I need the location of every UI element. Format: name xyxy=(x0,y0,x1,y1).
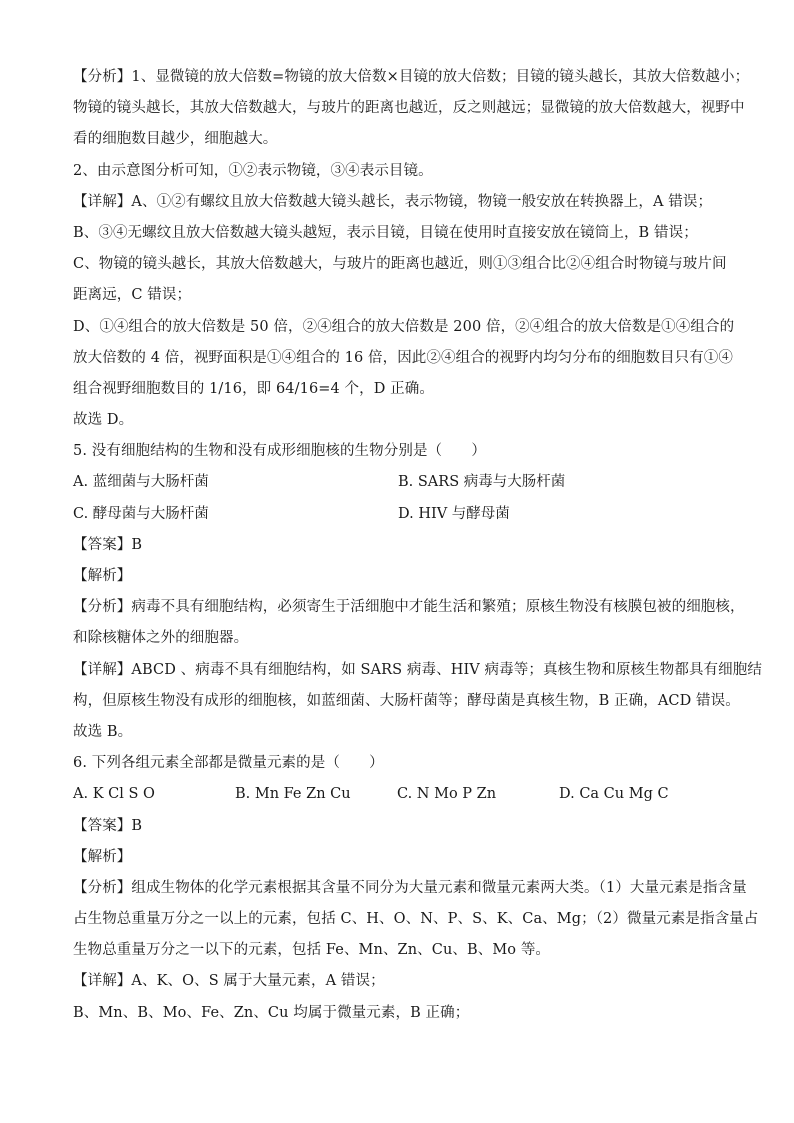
question-5-explain-line: 构，但原核生物没有成形的细胞核，如蓝细菌、大肠杆菌等；酵母菌是真核生物，B 正确，ACD 错误。 xyxy=(73,692,740,709)
text-line: 组合视野细胞数目的 1/16，即 64/16=4 个，D 正确。 xyxy=(73,380,434,397)
question-6-explain-line: 【详解】A、K、O、S 属于大量元素，A 错误； xyxy=(73,973,385,990)
text-line: 看的细胞数目越少，细胞越大。 xyxy=(73,131,278,148)
document-page xyxy=(73,62,762,1029)
question-5-explain-line: 故选 B。 xyxy=(73,723,133,740)
question-6-explain-line: 【分析】组成生物体的化学元素根据其含量不同分为大量元素和微量元素两大类。（1）大量元素是指含量 xyxy=(73,879,747,896)
question-5-options-row-2 xyxy=(73,499,723,530)
question-5-option-d: D. HIV 与酵母菌 xyxy=(398,505,510,522)
text-line: C、物镜的镜头越长，其放大倍数越大，与玻片的距离也越近，则①③组合比②④组合时物镜与玻片间 xyxy=(73,256,727,273)
text-line: 距离远，C 错误； xyxy=(73,287,192,304)
question-5-explain-line: 和除核糖体之外的细胞器。 xyxy=(73,630,249,647)
question-5-option-c: C. 酵母菌与大肠杆菌 xyxy=(73,505,209,522)
text-line: 放大倍数的 4 倍，视野面积是①④组合的 16 倍，因此②④组合的视野内均匀分布的细胞数目只有①④ xyxy=(73,349,734,366)
question-6-explain-line: B、Mn、B、Mo、Fe、Zn、Cu 均属于微量元素，B 正确； xyxy=(73,1004,470,1021)
question-5-analysis-label: 【解析】 xyxy=(73,568,132,584)
question-5-explain-line: 【分析】病毒不具有细胞结构，必须寄生于活细胞中才能生活和繁殖；原核生物没有核膜包被的细胞核， xyxy=(73,599,745,616)
text-line: 故选 D。 xyxy=(73,412,134,429)
question-5-explain-line: 【详解】ABCD 、病毒不具有细胞结构，如 SARS 病毒、HIV 病毒等；真核生物和原核生物都具有细胞结 xyxy=(73,661,762,678)
question-6-answer: 【答案】B xyxy=(73,817,143,834)
question-5-options-row-1 xyxy=(73,467,723,498)
question-5-stem: 5. 没有细胞结构的生物和没有成形细胞核的生物分别是（ ） xyxy=(73,443,486,460)
question-6-explain-line: 占生物总重量万分之一以上的元素，包括 C、H、O、N、P、S、K、Ca、Mg；（2）微量元素是指含量占 xyxy=(73,911,759,928)
question-6-option-b: B. Mn Fe Zn Cu xyxy=(235,786,351,803)
question-6-stem: 6. 下列各组元素全部都是微量元素的是（ ） xyxy=(73,755,384,772)
question-5-answer: 【答案】B xyxy=(73,536,143,553)
text-line: D、①④组合的放大倍数是 50 倍，②④组合的放大倍数是 200 倍，②④组合的放大倍数是①④组合的 xyxy=(73,318,735,335)
question-5-option-b: B. SARS 病毒与大肠杆菌 xyxy=(398,474,566,491)
question-6-options-row xyxy=(73,779,723,810)
text-line: 2、由示意图分析可知，①②表示物镜，③④表示目镜。 xyxy=(73,162,433,179)
text-line: 【详解】A、①②有螺纹且放大倍数越大镜头越长，表示物镜，物镜一般安放在转换器上，A 错误； xyxy=(73,193,713,210)
text-line: B、③④无螺纹且放大倍数越大镜头越短，表示目镜，目镜在使用时直接安放在镜筒上，B 错误； xyxy=(73,224,698,241)
question-5-option-a: A. 蓝细菌与大肠杆菌 xyxy=(73,474,209,491)
question-6-option-d: D. Ca Cu Mg C xyxy=(559,786,669,803)
question-6-option-c: C. N Mo P Zn xyxy=(397,786,497,803)
text-line: 物镜的镜头越长，其放大倍数越大，与玻片的距离也越近，反之则越远；显微镜的放大倍数越大，视野中 xyxy=(73,100,745,117)
text-line: 【分析】1、显微镜的放大倍数=物镜的放大倍数×目镜的放大倍数；目镜的镜头越长，其放大倍数越小； xyxy=(73,69,750,85)
question-6-analysis-label: 【解析】 xyxy=(73,848,132,865)
question-6-option-a: A. K Cl S O xyxy=(73,786,155,803)
question-6-explain-line: 生物总重量万分之一以下的元素，包括 Fe、Mn、Zn、Cu、B、Mo 等。 xyxy=(73,942,551,959)
